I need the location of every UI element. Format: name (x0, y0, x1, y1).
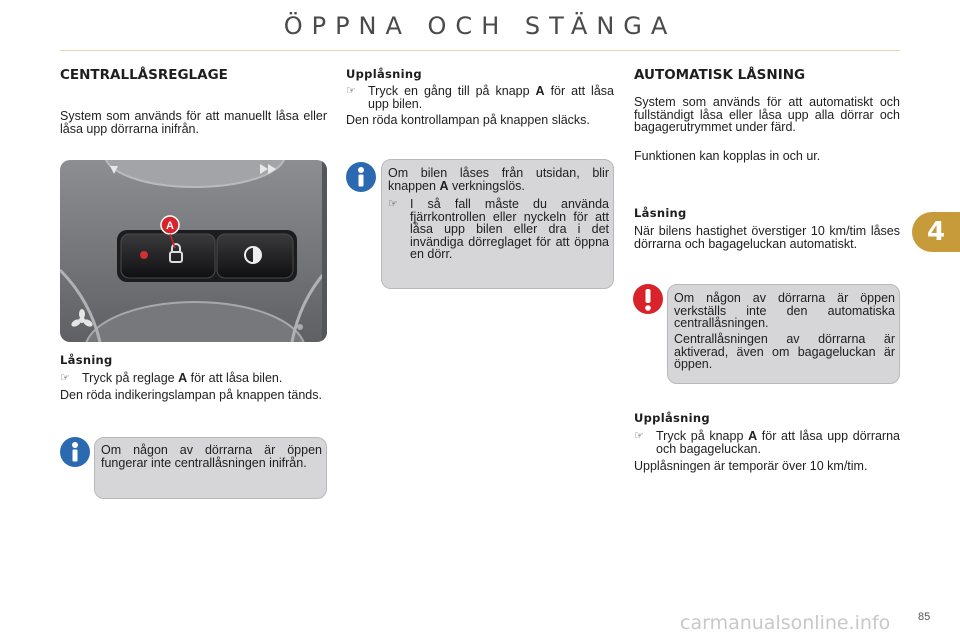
info-note-left (94, 437, 327, 499)
locking-heading-left: Låsning (60, 353, 113, 367)
unlocking-bullet-right: ☞ Tryck på knapp A för att låsa upp dörrarna och bagageluckan. (634, 429, 900, 456)
info-note-left-text: Om någon av dörrarna är öppen fungerar inte centrallåsningen inifrån. (101, 443, 322, 470)
unlocking-heading-middle: Upplåsning (346, 67, 422, 81)
chapter-tab[interactable]: 4 (912, 212, 960, 252)
section-heading-automatic-lock: AUTOMATISK LÅSNING (634, 67, 806, 83)
warning-note-text-1: Om någon av dörrarna är öppen verkställs inte den automatiska centrallåsningen. (674, 291, 895, 330)
photo-label-a: A (166, 220, 174, 232)
info-note-middle-bullet: ☞ I så fall måste du använda fjärrkontrollen eller nyckeln för att låsa upp bilen eller dra i det invändiga dörreglaget för att öppna en dörr. (388, 197, 609, 261)
locking-text-right: När bilens hastighet överstiger 10 km/tim låses dörrarna och bagageluckan automatiskt. (634, 224, 900, 251)
locking-heading-right: Låsning (634, 206, 687, 220)
page-number: 85 (918, 611, 931, 623)
warning-note-text-2: Centrallåsningen av dörrarna är aktiverad, även om bagageluckan är öppen. (674, 332, 895, 371)
central-lock-intro: System som används för att manuellt låsa eller låsa upp dörrarna inifrån. (60, 109, 327, 136)
watermark[interactable]: carmanualsonline.info (680, 612, 891, 634)
central-lock-switch-illustration (60, 160, 327, 342)
unlocking-text-middle: Den röda kontrollampan på knappen släcks. (346, 113, 590, 127)
section-heading-central-lock: CENTRALLÅSREGLAGE (60, 67, 228, 83)
unlocking-heading-right: Upplåsning (634, 411, 710, 425)
warning-note-right (667, 284, 900, 384)
automatic-lock-toggle-text: Funktionen kan kopplas in och ur. (634, 149, 821, 163)
info-icon (346, 162, 376, 192)
unlocking-text-right: Upplåsningen är temporär över 10 km/tim. (634, 459, 868, 473)
hand-pointer-icon: ☞ (346, 85, 356, 97)
hand-pointer-icon: ☞ (60, 372, 70, 384)
warning-icon (633, 284, 663, 314)
page-title: ÖPPNA OCH STÄNGA (283, 12, 677, 40)
title-divider (60, 50, 900, 51)
info-note-middle (381, 159, 614, 289)
central-lock-photo (60, 160, 327, 342)
info-icon (60, 437, 90, 467)
hand-pointer-icon: ☞ (634, 430, 644, 442)
locking-bullet-left: ☞ Tryck på reglage A för att låsa bilen. (60, 371, 283, 385)
locking-text-left: Den röda indikeringslampan på knappen tänds. (60, 388, 322, 402)
info-note-middle-text: Om bilen låses från utsidan, blir knappen A verkningslös. (388, 166, 609, 193)
automatic-lock-intro: System som används för att automatiskt och fullständigt låsa eller låsa upp alla dörrar och bagagerutrymmet under färd. (634, 95, 900, 134)
unlocking-bullet-middle: ☞ Tryck en gång till på knapp A för att låsa upp bilen. (346, 84, 614, 111)
hand-pointer-icon: ☞ (388, 198, 398, 210)
